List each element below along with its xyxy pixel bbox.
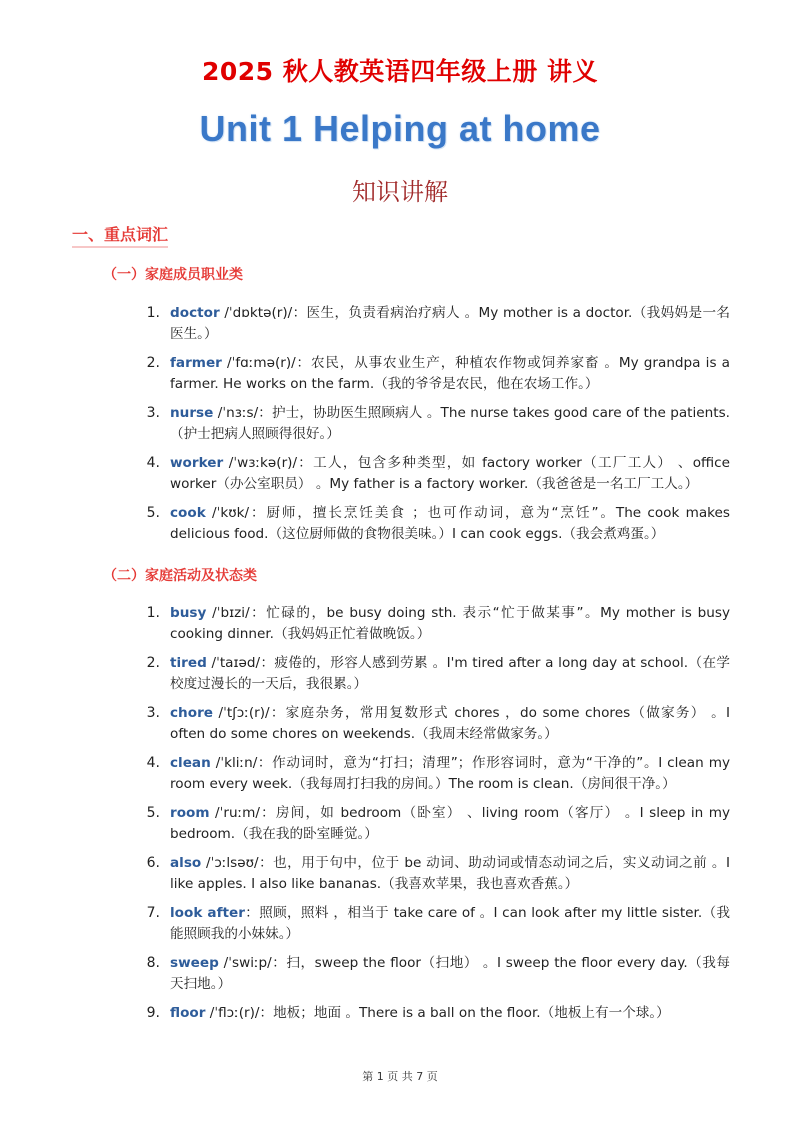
page-title: 2025 秋人教英语四年级上册 讲义 [202,57,598,86]
vocab-word: room [170,805,210,821]
vocab-word: look after [170,905,245,921]
vocab-word: nurse [170,405,214,421]
item-text [170,703,730,745]
item-text [170,953,730,995]
vocab-word: busy [170,605,207,621]
item-number: 6. [146,855,160,871]
list-item [0,603,800,647]
list-item [0,753,800,797]
item-text [170,853,730,895]
item-text [170,603,730,645]
list-item [0,953,800,997]
list-item [0,653,800,697]
vocab-word: farmer [170,355,222,371]
item-number: 4. [146,755,160,771]
vocab-definition: /ˈflɔː(r)/：地板；地面 。There is a ball on the floor.（地板上有一个球。） [205,1005,670,1021]
vocab-definition: /ˈtaɪəd/：疲倦的，形容人感到劳累 。I'm tired after a long day at school.（在学校度过漫长的一天后，我很累。） [170,655,730,692]
vocab-word: tired [170,655,207,671]
item-text [170,303,730,345]
vocab-definition: /ˈdɒktə(r)/：医生，负责看病治疗病人 。My mother is a doctor.（我妈妈是一名医生。） [170,305,730,342]
vocab-definition: /ˈruːm/：房间，如 bedroom（卧室） 、living room（客厅） 。I sleep in my bedroom.（我在我的卧室睡觉。） [170,805,730,842]
list-item [0,353,800,397]
vocab-definition: /ˈwɜːkə(r)/：工人，包含多种类型，如 factory worker（工厂工人） 、office worker（办公室职员） 。My father is a factory worker.（我爸爸是一名工厂工人。） [170,455,730,492]
group-heading-occupations: （一）家庭成员职业类 [103,267,243,283]
vocab-definition: /ˈkʊk/：厨师，擅长烹饪美食 ；也可作动词，意为“烹饪”。The cook makes delicious food.（这位厨师做的食物很美味。）I can cook eggs.（我会煮鸡蛋。） [170,505,730,542]
vocab-word: floor [170,1005,206,1021]
item-text [170,453,730,495]
item-number: 8. [146,955,160,971]
page-footer: 第 1 页 共 7 页 [362,1070,438,1083]
vocab-word: doctor [170,305,220,321]
item-number: 1. [146,605,160,621]
vocab-word: clean [170,755,211,771]
list-item [0,803,800,847]
list-item [0,853,800,897]
group-heading-activities: （二）家庭活动及状态类 [103,568,257,584]
list-item [0,403,800,447]
vocab-word: also [170,855,202,871]
vocab-word: worker [170,455,224,471]
vocab-definition: /ˈkliːn/：作动词时，意为“打扫；清理”；作形容词时，意为“干净的”。I clean my room every week.（我每周打扫我的房间。）The room is clean.（房间很干净。） [170,755,730,792]
item-text [170,353,730,395]
vocab-word: chore [170,705,213,721]
item-number: 3. [146,705,160,721]
item-number: 1. [146,305,160,321]
item-number: 5. [146,805,160,821]
item-text [170,803,730,845]
section-subtitle: 知识讲解 [352,178,448,206]
vocab-definition: ：照顾，照料 ，相当于 take care of 。I can look after my little sister.（我能照顾我的小妹妹。） [170,905,731,942]
vocab-word: cook [170,505,206,521]
item-number: 4. [146,455,160,471]
vocab-definition: /ˈfɑːmə(r)/：农民，从事农业生产，种植农作物或饲养家畜 。My grandpa is a farmer. He works on the farm.（我的爷爷是农民，他在农场工作。） [170,355,730,392]
vocab-definition: /ˈnɜːs/：护士，协助医生照顾病人 。The nurse takes good care of the patients.（护士把病人照顾得很好。） [170,405,730,442]
vocab-definition: /ˈbɪzi/：忙碌的，be busy doing sth. 表示“忙于做某事”。My mother is busy cooking dinner.（我妈妈正忙着做晚饭。） [170,605,730,642]
list-item [0,303,800,347]
item-number: 7. [146,905,160,921]
list-item [0,503,800,547]
list-item [0,703,800,747]
item-text [170,1003,730,1024]
item-number: 2. [146,655,160,671]
item-text [170,753,730,795]
list-item [0,903,800,947]
vocab-word: sweep [170,955,219,971]
item-text [170,503,730,545]
vocab-definition: /ˈswiːp/：扫，sweep the floor（扫地） 。I sweep the floor every day.（我每天扫地。） [170,955,730,992]
list-item [0,453,800,497]
item-number: 5. [146,505,160,521]
item-number: 3. [146,405,160,421]
unit-title: Unit 1 Helping at home [199,108,601,149]
item-number: 2. [146,355,160,371]
item-text [170,653,730,695]
item-text [170,903,730,945]
list-item [0,1003,800,1047]
section-heading-vocabulary: 一、重点词汇 [72,222,168,248]
item-text [170,403,730,445]
item-number: 9. [146,1005,160,1021]
vocab-definition: /ˈtʃɔː(r)/：家庭杂务，常用复数形式 chores ，do some chores（做家务） 。I often do some chores on weekends.（我周末经常做家务。） [170,705,730,742]
vocab-definition: /ˈɔːlsəʊ/：也，用于句中，位于 be 动词、助动词或情态动词之后，实义动词之前 。I like apples. I also like bananas.（我喜欢苹果，我也喜欢香蕉。） [170,855,730,892]
